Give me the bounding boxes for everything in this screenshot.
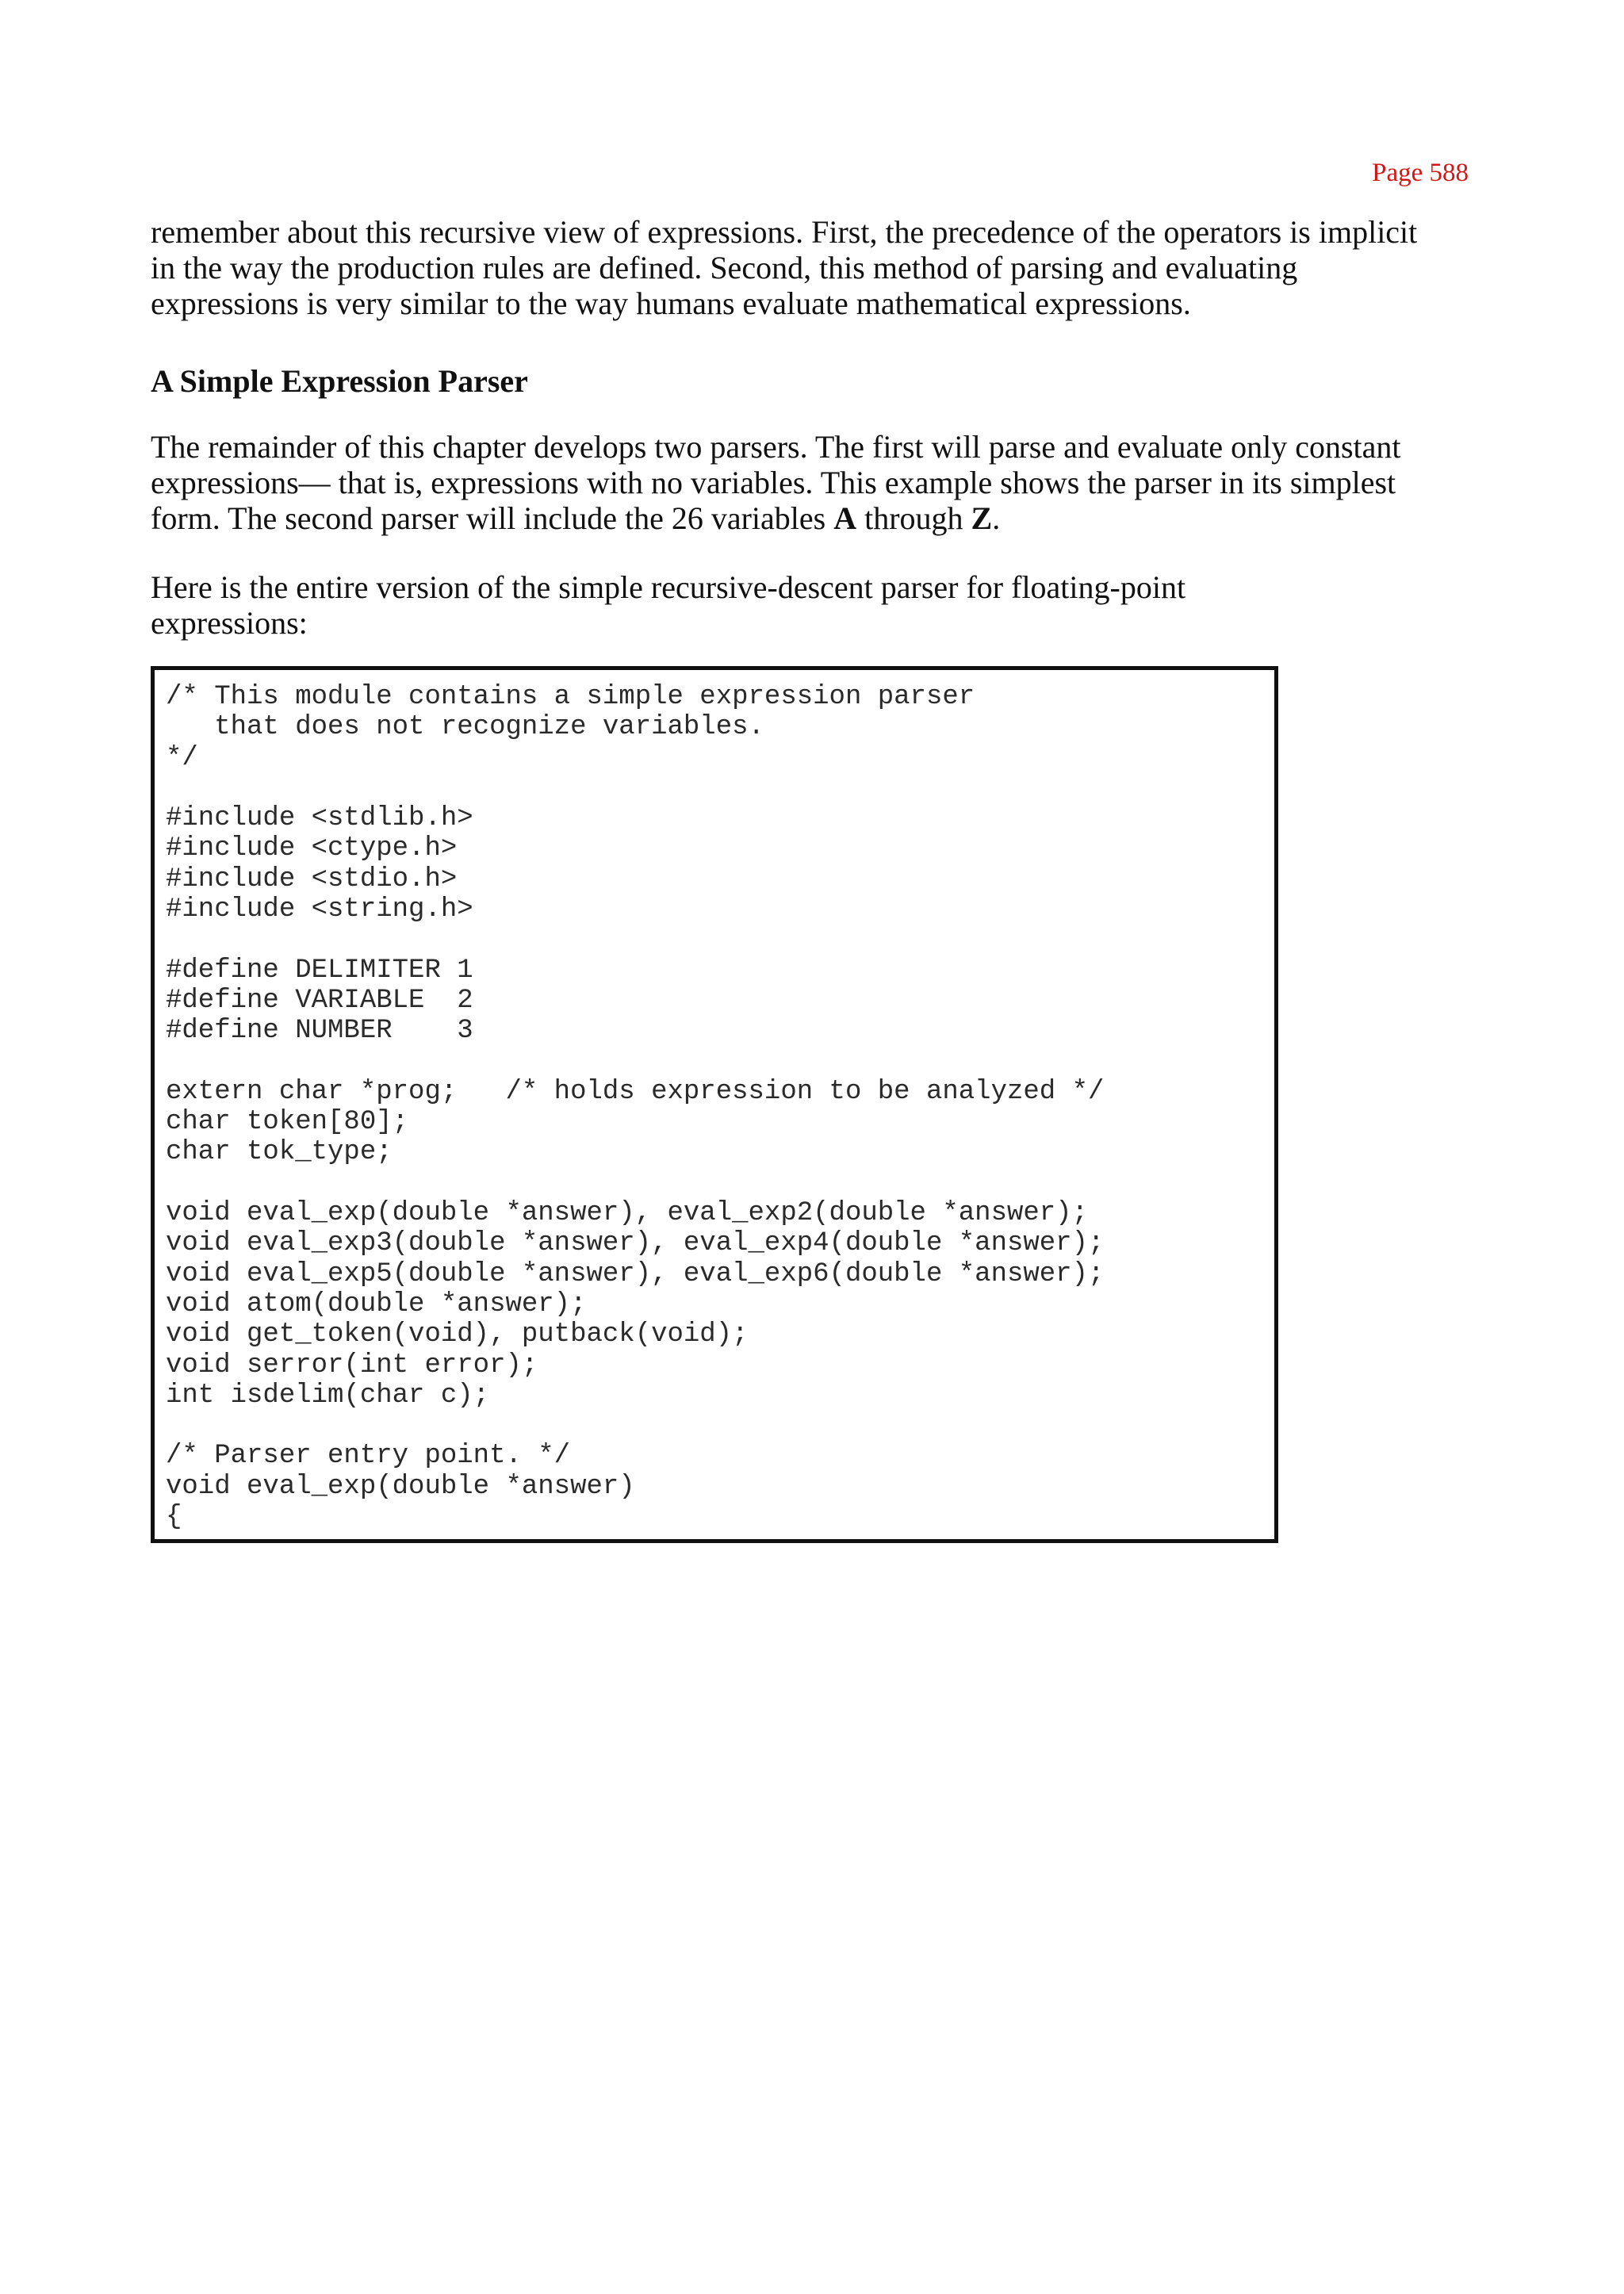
parsers-paragraph <box>151 429 1499 536</box>
code-line <box>166 1168 1104 1198</box>
code-line: #include <ctype.h> <box>166 833 458 864</box>
code-line: { <box>166 1502 182 1533</box>
lead-in-line: Here is the entire version of the simple recursive-descent parser for floating-point <box>151 569 1186 605</box>
intro-paragraph <box>151 214 1499 321</box>
code-line: */ <box>166 742 198 773</box>
code-line: #include <string.h> <box>166 894 473 925</box>
code-line: #include <stdlib.h> <box>166 803 473 834</box>
code-line <box>166 1411 1104 1441</box>
parsers-line <box>151 500 1499 536</box>
lead-in-line: expressions: <box>151 605 308 641</box>
code-line: #define VARIABLE 2 <box>166 985 473 1016</box>
code-line: char tok_type; <box>166 1137 393 1168</box>
code-line: that does not recognize variables. <box>166 712 764 743</box>
code-line <box>166 773 1104 803</box>
code-line: #define DELIMITER 1 <box>166 955 473 986</box>
page-number: Page 588 <box>1372 159 1469 187</box>
code-line: #include <stdio.h> <box>166 864 458 894</box>
code-line: extern char *prog; /* holds expression to be analyzed */ <box>166 1076 1105 1107</box>
parsers-line-text: form. The second parser will include the 26 variables <box>151 500 834 536</box>
code-listing-box <box>151 666 1278 1543</box>
code-line: char token[80]; <box>166 1107 409 1138</box>
code-line: void eval_exp(double *answer), eval_exp2(double *answer); <box>166 1198 1088 1229</box>
code-line: void eval_exp(double *answer) <box>166 1471 635 1502</box>
code-line: /* This module contains a simple expression parser <box>166 682 975 712</box>
intro-line: remember about this recursive view of expressions. First, the precedence of the operators is implicit <box>151 214 1418 250</box>
parsers-line: expressions— that is, expressions with no variables. This example shows the parser in its simplest <box>151 465 1396 500</box>
parsers-line-text: . <box>992 500 1001 536</box>
code-listing <box>166 682 1104 1532</box>
code-line <box>166 925 1104 955</box>
intro-line: in the way the production rules are defined. Second, this method of parsing and evaluating <box>151 250 1298 285</box>
parsers-line: The remainder of this chapter develops two parsers. The first will parse and evaluate only constant <box>151 429 1401 465</box>
code-line: /* Parser entry point. */ <box>166 1441 571 1472</box>
parsers-line-text: through <box>856 500 971 536</box>
code-line: void serror(int error); <box>166 1350 538 1381</box>
code-line: void eval_exp3(double *answer), eval_exp4(double *answer); <box>166 1228 1105 1259</box>
lead-in-paragraph <box>151 569 1499 641</box>
code-line: void eval_exp5(double *answer), eval_exp6(double *answer); <box>166 1258 1105 1289</box>
code-line: int isdelim(char c); <box>166 1380 490 1411</box>
intro-line: expressions is very similar to the way humans evaluate mathematical expressions. <box>151 285 1191 321</box>
section-heading: A Simple Expression Parser <box>151 363 528 399</box>
code-line <box>166 1047 1104 1077</box>
code-line: #define NUMBER 3 <box>166 1016 473 1047</box>
code-line: void get_token(void), putback(void); <box>166 1319 749 1350</box>
variable-a: A <box>833 500 857 536</box>
code-line: void atom(double *answer); <box>166 1289 587 1319</box>
variable-z: Z <box>971 500 993 536</box>
